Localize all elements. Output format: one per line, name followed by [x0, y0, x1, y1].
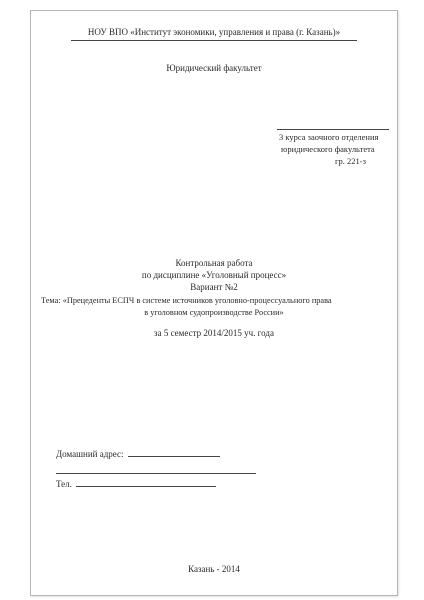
address-label-text: Домашний адрес:: [56, 449, 124, 459]
institution-name: НОУ ВПО «Институт экономики, управления и права (г. Казань)»: [87, 27, 341, 37]
address-line: [128, 448, 220, 457]
work-type: Контрольная работа: [175, 258, 253, 268]
address-label: [56, 448, 220, 460]
student-faculty: юридического факультета: [281, 144, 375, 154]
topic-line-1: Тема: «Прецеденты ЕСПЧ в системе источников уголовно-процессуального права: [41, 296, 332, 305]
student-group: гр. 221-з: [335, 156, 366, 166]
semester: за 5 семестр 2014/2015 уч. года: [154, 328, 274, 338]
discipline: по дисциплине «Уголовный процесс»: [141, 270, 287, 280]
faculty-name: Юридический факультет: [166, 63, 262, 73]
address-line-2: [56, 473, 256, 474]
header-divider: [71, 40, 357, 41]
student-name-line: [277, 129, 389, 130]
variant: Вариант №2: [190, 282, 238, 292]
city-year: Казань - 2014: [188, 564, 240, 574]
phone-label: [56, 478, 216, 490]
student-course: 3 курса заочного отделения: [279, 132, 379, 142]
phone-label-text: Тел.: [56, 479, 72, 489]
document-page: [30, 10, 398, 596]
topic-line-2: в уголовном судопроизводстве России»: [144, 308, 284, 317]
phone-line: [76, 478, 216, 487]
